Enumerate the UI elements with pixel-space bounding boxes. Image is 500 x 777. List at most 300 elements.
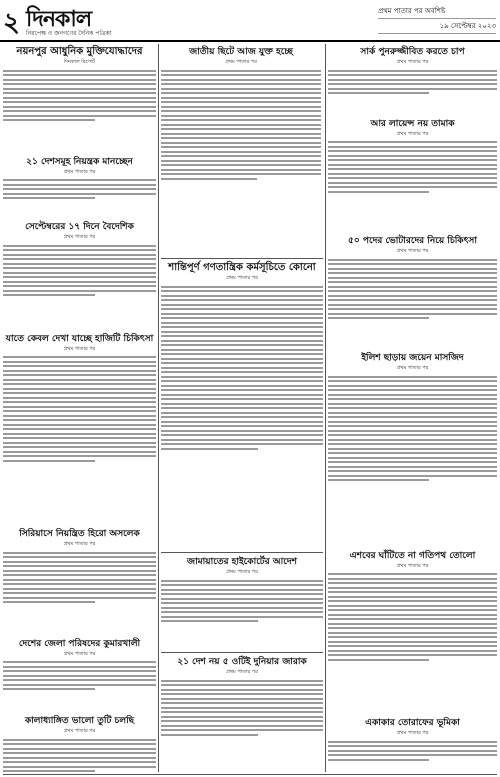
text-line xyxy=(3,556,156,558)
text-line xyxy=(3,119,95,121)
text-line xyxy=(3,410,156,412)
text-line xyxy=(328,475,497,477)
article-body xyxy=(3,552,156,636)
byline: দিনকাল রিপোর্ট xyxy=(63,59,96,65)
article-body xyxy=(328,741,497,771)
text-line xyxy=(161,407,323,409)
article-body xyxy=(328,376,497,546)
text-line xyxy=(328,466,497,468)
text-line xyxy=(328,407,497,409)
text-line xyxy=(161,680,323,682)
text-line xyxy=(328,618,497,620)
text-line xyxy=(328,398,497,400)
byline: প্রথম পাতার পর xyxy=(225,59,257,65)
text-line xyxy=(3,442,156,444)
text-line xyxy=(3,361,156,363)
article-body xyxy=(328,141,497,231)
headline: এশবের ঘাঁটিতে না গতিপথ তোলো xyxy=(349,550,476,561)
text-line xyxy=(328,92,429,94)
text-line xyxy=(328,389,497,391)
text-line xyxy=(328,605,497,607)
text-line xyxy=(3,579,156,581)
text-line xyxy=(161,702,323,704)
headline: ২১ দেশ নয় ৫ ওটিই দুনিয়ার জারাক xyxy=(177,657,307,667)
text-line xyxy=(328,754,497,756)
text-line xyxy=(161,317,323,319)
text-line xyxy=(328,745,497,747)
headline: সার্ক পুনরুজ্জীবিত করতে চাপ xyxy=(360,47,465,57)
text-line xyxy=(328,168,497,170)
text-line xyxy=(161,376,323,378)
text-line xyxy=(328,587,497,589)
text-line xyxy=(161,620,258,622)
text-line xyxy=(3,552,156,554)
text-line xyxy=(161,133,321,135)
text-line xyxy=(3,574,156,576)
text-line xyxy=(161,286,323,288)
text-line xyxy=(3,752,156,754)
headline: জামায়াতের হাইকোর্টের আদেশ xyxy=(187,557,297,567)
byline: প্রথম পাতার পর xyxy=(396,248,429,254)
byline: প্রথম পাতার পর xyxy=(226,275,258,281)
text-line xyxy=(161,589,323,591)
text-line xyxy=(3,397,156,399)
page-number: ২ xyxy=(3,8,20,38)
text-line xyxy=(3,184,156,186)
text-line xyxy=(3,437,156,439)
text-line xyxy=(3,419,156,421)
text-line xyxy=(3,88,156,90)
text-line xyxy=(3,770,95,772)
text-line xyxy=(3,249,156,251)
text-line xyxy=(161,720,323,722)
byline: প্রথম পাতার পর xyxy=(396,130,429,137)
text-line xyxy=(328,596,497,598)
text-line xyxy=(161,74,321,76)
text-line xyxy=(161,313,323,315)
column-middle-bottom xyxy=(161,654,323,772)
text-line xyxy=(3,356,156,358)
text-line xyxy=(328,141,497,143)
text-line xyxy=(328,186,497,188)
article-body xyxy=(3,661,156,713)
text-line xyxy=(161,173,321,175)
article-body xyxy=(3,356,156,526)
article xyxy=(3,715,156,774)
text-line xyxy=(3,766,156,768)
text-line xyxy=(328,645,497,647)
text-line xyxy=(161,97,321,99)
text-line xyxy=(3,392,156,394)
text-line xyxy=(161,385,323,387)
text-line xyxy=(328,659,429,661)
text-line xyxy=(161,322,323,324)
text-line xyxy=(161,448,258,450)
article-body xyxy=(3,70,156,154)
text-line xyxy=(161,716,323,718)
text-line xyxy=(161,344,323,346)
text-line xyxy=(3,272,156,274)
text-line xyxy=(161,580,323,582)
byline: প্রথম পাতার পর xyxy=(396,730,429,736)
article-body xyxy=(3,739,156,775)
text-line xyxy=(328,654,497,656)
text-line xyxy=(328,308,497,310)
text-line xyxy=(3,294,95,296)
text-line xyxy=(328,385,497,387)
text-line xyxy=(3,115,156,117)
byline: প্রথম পাতার পর xyxy=(63,728,96,734)
text-line xyxy=(3,561,156,563)
headline: সেপ্টেম্বরের ১৭ দিনে বৈদেশিক xyxy=(25,222,134,232)
byline: প্রথম পাতার পর xyxy=(63,650,96,657)
text-line xyxy=(328,416,497,418)
column-middle-jamaat xyxy=(161,554,323,650)
text-line xyxy=(3,401,156,403)
article-body xyxy=(3,179,156,219)
text-line xyxy=(161,394,323,396)
text-line xyxy=(328,295,497,297)
text-line xyxy=(161,398,323,400)
text-line xyxy=(328,272,497,274)
text-line xyxy=(3,106,156,108)
text-line xyxy=(161,689,323,691)
text-line xyxy=(161,115,321,117)
text-line xyxy=(161,308,323,310)
article xyxy=(3,46,156,154)
column-left xyxy=(3,44,156,774)
text-line xyxy=(3,193,156,195)
headline: দেশের জেলা পরিষদের কুমারখালী xyxy=(18,638,141,649)
text-line xyxy=(161,439,323,441)
text-line xyxy=(328,421,497,423)
article xyxy=(3,156,156,220)
text-line xyxy=(328,155,497,157)
text-line xyxy=(161,124,321,126)
text-line xyxy=(161,616,323,618)
text-line xyxy=(3,70,156,72)
text-line xyxy=(161,340,323,342)
byline: প্রথম পাতার পর xyxy=(63,168,96,175)
article-body xyxy=(3,245,156,331)
text-line xyxy=(328,750,497,752)
text-line xyxy=(161,593,323,595)
column-right-top xyxy=(328,44,497,344)
text-line xyxy=(328,632,497,634)
text-line xyxy=(161,693,323,695)
headline: সিরিয়াসে নিয়ন্ত্রিত হিরো অসলেক xyxy=(19,529,140,539)
text-line xyxy=(161,353,323,355)
text-line xyxy=(3,675,156,677)
headline: ইলিশ ছাড়ায় জয়েন মাসজিদ xyxy=(361,353,464,363)
text-line xyxy=(328,600,497,602)
text-line xyxy=(161,299,323,301)
text-line xyxy=(328,439,497,441)
text-line xyxy=(161,734,258,736)
byline: প্রথম পাতার পর xyxy=(63,234,96,240)
date-line-2: ১৯ সেপ্টেম্বর ২০২৩ xyxy=(378,19,496,34)
date-info xyxy=(378,4,496,34)
text-line xyxy=(328,461,497,463)
text-line xyxy=(3,258,156,260)
text-line xyxy=(3,83,156,85)
text-line xyxy=(328,177,497,179)
text-line xyxy=(3,428,156,430)
text-line xyxy=(328,304,497,306)
text-line xyxy=(161,729,323,731)
bottom-rule xyxy=(3,774,497,775)
text-line xyxy=(3,415,156,417)
text-line xyxy=(3,433,156,435)
text-line xyxy=(3,684,156,686)
byline: প্রথম পাতার পর xyxy=(226,669,258,675)
column-divider xyxy=(325,44,326,772)
text-line xyxy=(328,443,497,445)
text-line xyxy=(328,582,497,584)
text-line xyxy=(161,88,321,90)
text-line xyxy=(328,83,497,85)
text-line xyxy=(328,79,497,81)
text-line xyxy=(161,362,323,364)
text-line xyxy=(161,101,321,103)
article-body xyxy=(161,580,323,650)
text-line xyxy=(3,379,156,381)
text-line xyxy=(328,317,429,319)
text-line xyxy=(161,598,323,600)
text-line xyxy=(328,425,497,427)
text-line xyxy=(3,290,156,292)
text-line xyxy=(161,304,323,306)
text-line xyxy=(3,188,156,190)
text-line xyxy=(3,370,156,372)
text-line xyxy=(328,627,497,629)
text-line xyxy=(3,79,156,81)
text-line xyxy=(328,286,497,288)
text-line xyxy=(328,430,497,432)
text-line xyxy=(161,178,257,180)
text-line xyxy=(328,412,497,414)
article-body xyxy=(161,286,323,546)
text-line xyxy=(328,268,497,270)
masthead xyxy=(0,0,500,38)
text-line xyxy=(161,119,321,121)
text-line xyxy=(161,155,321,157)
text-line xyxy=(3,365,156,367)
text-line xyxy=(328,182,497,184)
tagline: নিরপেক্ষ ও জনগণের দৈনিক পত্রিকা xyxy=(26,30,112,37)
text-line xyxy=(328,191,429,193)
text-line xyxy=(328,88,497,90)
article-body xyxy=(328,70,497,114)
text-line xyxy=(3,263,156,265)
article xyxy=(3,528,156,636)
text-line xyxy=(328,164,497,166)
text-line xyxy=(328,159,497,161)
text-line xyxy=(3,424,156,426)
headline: কালাধ্যাঙ্গিত ভালো তুটি চলছি xyxy=(24,716,135,726)
text-line xyxy=(161,160,321,162)
text-line xyxy=(3,92,156,94)
text-line xyxy=(3,388,156,390)
text-line xyxy=(3,588,156,590)
text-line xyxy=(328,380,497,382)
text-line xyxy=(161,295,323,297)
headline: শান্তিপূর্ণ গণতান্ত্রিক কর্মসূচিতে কোনো xyxy=(168,262,316,273)
headline: জাতীয় ছিটে আজ যুক্ত হচ্ছে xyxy=(189,47,293,57)
text-line xyxy=(3,451,156,453)
column-right-bottom xyxy=(328,350,497,770)
text-line xyxy=(3,406,156,408)
text-line xyxy=(328,641,497,643)
headline: যাতে কেবল দেখা যাচ্ছে হাজিটি চিকিৎসা xyxy=(5,333,154,344)
text-line xyxy=(161,164,321,166)
text-line xyxy=(161,611,323,613)
article-body xyxy=(328,259,497,345)
text-line xyxy=(328,277,497,279)
text-line xyxy=(328,150,497,152)
byline: প্রথম পাতার পর xyxy=(63,345,96,352)
headline: ২১ দেশসমূহ নিয়ন্ত্রক মানচ্ছেন xyxy=(26,156,133,167)
text-line xyxy=(3,583,156,585)
text-line xyxy=(161,290,323,292)
section-rule xyxy=(161,552,323,553)
text-line xyxy=(161,684,323,686)
byline: প্রথম পাতার পর xyxy=(396,59,429,65)
text-line xyxy=(161,711,323,713)
text-line xyxy=(328,636,497,638)
text-line xyxy=(3,570,156,572)
masthead-rule xyxy=(0,40,500,42)
text-line xyxy=(3,739,156,741)
text-line xyxy=(3,254,156,256)
text-line xyxy=(328,614,497,616)
text-line xyxy=(328,448,497,450)
text-line xyxy=(328,259,497,261)
byline: প্রথম পাতার পর xyxy=(396,562,429,569)
column-middle-top xyxy=(161,44,321,254)
article-body xyxy=(161,680,323,773)
column-divider xyxy=(158,44,159,772)
text-line xyxy=(328,299,497,301)
article-body xyxy=(161,70,321,250)
text-line xyxy=(161,430,323,432)
text-line xyxy=(328,623,497,625)
section-rule xyxy=(161,258,323,259)
text-line xyxy=(3,97,156,99)
text-line xyxy=(161,416,323,418)
text-line xyxy=(328,578,497,580)
column-middle-wide xyxy=(161,260,323,550)
text-line xyxy=(3,743,156,745)
text-line xyxy=(328,394,497,396)
text-line xyxy=(328,146,497,148)
section-rule xyxy=(161,652,323,653)
text-line xyxy=(161,403,323,405)
headline: আর লায়েন্স নয় তামাক xyxy=(370,118,455,129)
text-line xyxy=(161,443,323,445)
text-line xyxy=(328,74,497,76)
text-line xyxy=(161,151,321,153)
text-line xyxy=(3,383,156,385)
text-line xyxy=(3,748,156,750)
text-line xyxy=(161,725,323,727)
text-line xyxy=(328,452,497,454)
text-line xyxy=(3,285,156,287)
text-line xyxy=(161,70,321,72)
text-line xyxy=(161,146,321,148)
text-line xyxy=(161,106,321,108)
text-line xyxy=(3,592,156,594)
text-line xyxy=(328,479,429,481)
text-line xyxy=(161,128,321,130)
text-line xyxy=(3,267,156,269)
text-line xyxy=(328,313,497,315)
text-line xyxy=(161,358,323,360)
text-line xyxy=(3,688,95,690)
text-line xyxy=(161,79,321,81)
text-line xyxy=(3,597,156,599)
text-line xyxy=(3,670,156,672)
text-line xyxy=(161,326,323,328)
text-line xyxy=(3,666,156,668)
text-line xyxy=(328,70,497,72)
text-line xyxy=(161,380,323,382)
text-line xyxy=(3,460,95,462)
text-line xyxy=(161,412,323,414)
text-line xyxy=(3,374,156,376)
text-line xyxy=(328,470,497,472)
text-line xyxy=(328,741,497,743)
text-line xyxy=(328,650,497,652)
text-line xyxy=(328,609,497,611)
article-body xyxy=(328,573,497,713)
text-line xyxy=(328,591,497,593)
text-line xyxy=(161,83,321,85)
text-line xyxy=(161,331,323,333)
text-line xyxy=(3,179,156,181)
text-line xyxy=(161,142,321,144)
text-line xyxy=(3,245,156,247)
text-line xyxy=(3,565,156,567)
text-line xyxy=(328,434,497,436)
text-line xyxy=(328,290,497,292)
text-line xyxy=(328,403,497,405)
text-line xyxy=(328,759,429,761)
text-line xyxy=(161,698,323,700)
text-line xyxy=(328,263,497,265)
text-line xyxy=(328,281,497,283)
byline: প্রথম পাতার পর xyxy=(226,569,258,575)
headline: একাকার তোরাফের ভূমিকা xyxy=(365,718,460,728)
article xyxy=(3,638,156,714)
text-line xyxy=(161,421,323,423)
text-line xyxy=(328,573,497,575)
article xyxy=(3,333,156,527)
text-line xyxy=(161,335,323,337)
text-line xyxy=(3,281,156,283)
text-line xyxy=(161,92,321,94)
text-line xyxy=(3,601,95,603)
text-line xyxy=(3,110,156,112)
text-line xyxy=(161,367,323,369)
byline: প্রথম পাতার পর xyxy=(63,541,96,547)
text-line xyxy=(328,376,497,378)
text-line xyxy=(161,707,323,709)
article xyxy=(3,221,156,331)
text-line xyxy=(161,434,323,436)
date-line-1: প্রথম পাতার পর অবশিষ্ট xyxy=(378,4,496,19)
text-line xyxy=(328,173,497,175)
